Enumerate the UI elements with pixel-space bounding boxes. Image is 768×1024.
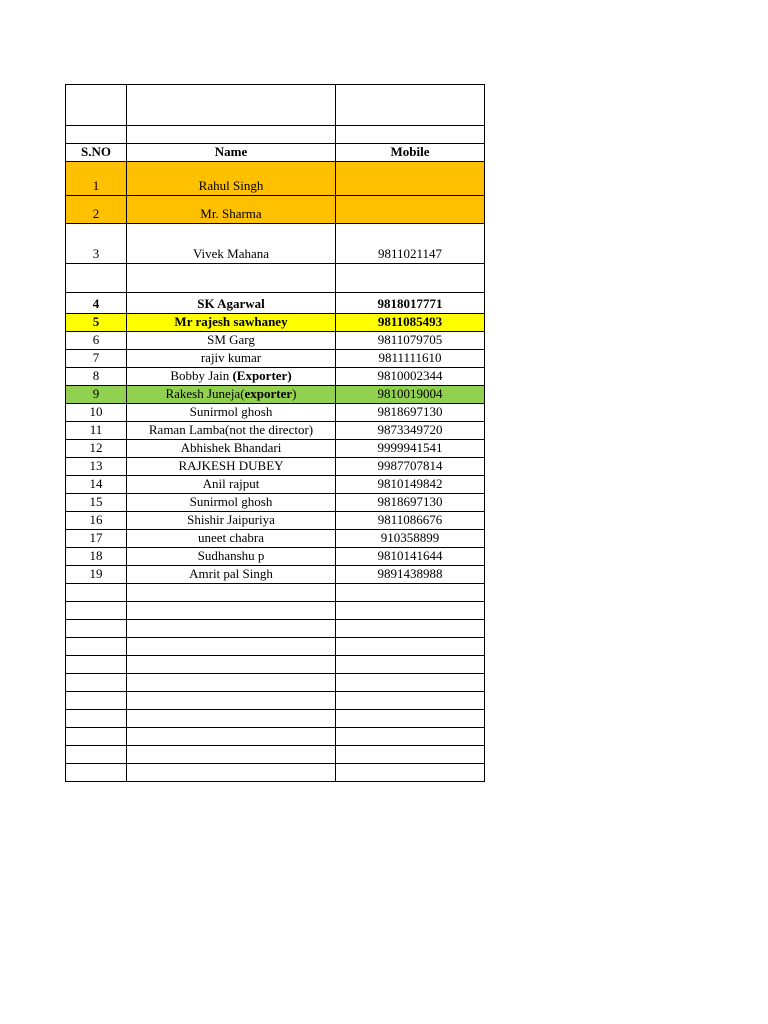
- cell-sno[interactable]: 4: [66, 293, 127, 314]
- cell[interactable]: [127, 638, 336, 656]
- table-row: [66, 440, 485, 458]
- cell[interactable]: [127, 126, 336, 144]
- cell-sno[interactable]: 7: [66, 350, 127, 368]
- table-row: [66, 314, 485, 332]
- cell[interactable]: [336, 85, 485, 126]
- table-row: [66, 548, 485, 566]
- cell[interactable]: [336, 126, 485, 144]
- cell-sno[interactable]: 11: [66, 422, 127, 440]
- table-row: [66, 368, 485, 386]
- header-mobile[interactable]: Mobile: [336, 144, 485, 162]
- table-row: [66, 458, 485, 476]
- cell[interactable]: [336, 710, 485, 728]
- empty-row: [66, 710, 485, 728]
- cell-sno[interactable]: 19: [66, 566, 127, 584]
- cell[interactable]: [336, 656, 485, 674]
- cell-sno[interactable]: 9: [66, 386, 127, 404]
- empty-row: [66, 602, 485, 620]
- cell-name[interactable]: Sudhanshu p: [127, 548, 336, 566]
- cell[interactable]: [127, 728, 336, 746]
- empty-row: [66, 692, 485, 710]
- cell-name[interactable]: Amrit pal Singh: [127, 566, 336, 584]
- empty-row: [66, 764, 485, 782]
- cell-mobile[interactable]: [336, 196, 485, 224]
- cell[interactable]: [66, 638, 127, 656]
- cell[interactable]: [66, 656, 127, 674]
- table-row: [66, 332, 485, 350]
- cell-mobile[interactable]: 9810149842: [336, 476, 485, 494]
- empty-row: [66, 656, 485, 674]
- cell-mobile[interactable]: 9818697130: [336, 494, 485, 512]
- cell-name[interactable]: [127, 368, 336, 386]
- cell-name[interactable]: Sunirmol ghosh: [127, 404, 336, 422]
- cell-mobile[interactable]: 9811079705: [336, 332, 485, 350]
- name-tag: (Exporter): [232, 368, 292, 383]
- cell-name[interactable]: Raman Lamba(not the director): [127, 422, 336, 440]
- name-end: ): [292, 386, 297, 401]
- cell-sno[interactable]: [66, 264, 127, 293]
- cell-sno[interactable]: 8: [66, 368, 127, 386]
- cell[interactable]: [336, 728, 485, 746]
- cell-sno[interactable]: 1: [66, 162, 127, 196]
- cell[interactable]: [127, 692, 336, 710]
- table-row: [66, 404, 485, 422]
- cell-sno[interactable]: 14: [66, 476, 127, 494]
- cell-mobile[interactable]: 9873349720: [336, 422, 485, 440]
- cell[interactable]: [336, 746, 485, 764]
- cell-name[interactable]: uneet chabra: [127, 530, 336, 548]
- cell-sno[interactable]: 6: [66, 332, 127, 350]
- table-row: [66, 494, 485, 512]
- cell-mobile[interactable]: 9810019004: [336, 386, 485, 404]
- contact-table: [65, 84, 485, 782]
- name-text: Bobby Jain: [170, 368, 233, 383]
- cell-mobile[interactable]: 9987707814: [336, 458, 485, 476]
- cell-sno[interactable]: 10: [66, 404, 127, 422]
- cell[interactable]: [66, 728, 127, 746]
- cell[interactable]: [336, 674, 485, 692]
- cell-sno[interactable]: 17: [66, 530, 127, 548]
- cell[interactable]: [66, 126, 127, 144]
- cell-sno[interactable]: 16: [66, 512, 127, 530]
- empty-row: [66, 638, 485, 656]
- cell[interactable]: [127, 602, 336, 620]
- table-row: [66, 162, 485, 196]
- header-name[interactable]: Name: [127, 144, 336, 162]
- cell-mobile[interactable]: [336, 264, 485, 293]
- cell-name[interactable]: rajiv kumar: [127, 350, 336, 368]
- cell[interactable]: [127, 710, 336, 728]
- cell-mobile[interactable]: 9810002344: [336, 368, 485, 386]
- cell-sno[interactable]: 15: [66, 494, 127, 512]
- name-tag: exporter: [244, 386, 293, 401]
- empty-row: [66, 584, 485, 602]
- cell[interactable]: [127, 584, 336, 602]
- cell-name[interactable]: Abhishek Bhandari: [127, 440, 336, 458]
- cell-name[interactable]: Rahul Singh: [127, 162, 336, 196]
- cell-name[interactable]: SK Agarwal: [127, 293, 336, 314]
- name-text: Rakesh Juneja(: [165, 386, 245, 401]
- cell-mobile[interactable]: 9811021147: [336, 224, 485, 264]
- empty-row: [66, 620, 485, 638]
- cell-sno[interactable]: 2: [66, 196, 127, 224]
- table-row: [66, 386, 485, 404]
- cell-mobile[interactable]: 910358899: [336, 530, 485, 548]
- cell[interactable]: [66, 584, 127, 602]
- cell-name[interactable]: Anil rajput: [127, 476, 336, 494]
- empty-row: [66, 85, 485, 126]
- cell-name[interactable]: Shishir Jaipuriya: [127, 512, 336, 530]
- table-row: [66, 530, 485, 548]
- table-row: [66, 476, 485, 494]
- table-row: [66, 224, 485, 264]
- cell[interactable]: [127, 620, 336, 638]
- cell[interactable]: [336, 620, 485, 638]
- table-row: [66, 566, 485, 584]
- cell[interactable]: [66, 764, 127, 782]
- cell[interactable]: [127, 764, 336, 782]
- empty-row: [66, 674, 485, 692]
- cell-sno[interactable]: 5: [66, 314, 127, 332]
- cell-mobile[interactable]: 9818017771: [336, 293, 485, 314]
- cell[interactable]: [66, 710, 127, 728]
- cell-sno[interactable]: 12: [66, 440, 127, 458]
- header-row: [66, 144, 485, 162]
- cell[interactable]: [66, 602, 127, 620]
- cell-name[interactable]: RAJKESH DUBEY: [127, 458, 336, 476]
- table-row: [66, 350, 485, 368]
- cell-name[interactable]: [127, 386, 336, 404]
- cell[interactable]: [127, 746, 336, 764]
- cell[interactable]: [66, 692, 127, 710]
- cell-sno[interactable]: 13: [66, 458, 127, 476]
- cell-mobile[interactable]: 9811111610: [336, 350, 485, 368]
- cell[interactable]: [336, 584, 485, 602]
- table-row: [66, 512, 485, 530]
- cell-mobile[interactable]: 9818697130: [336, 404, 485, 422]
- cell[interactable]: [66, 674, 127, 692]
- empty-row: [66, 746, 485, 764]
- cell[interactable]: [336, 764, 485, 782]
- cell-mobile[interactable]: 9891438988: [336, 566, 485, 584]
- cell-mobile[interactable]: 9810141644: [336, 548, 485, 566]
- empty-row: [66, 728, 485, 746]
- cell[interactable]: [336, 638, 485, 656]
- cell-sno[interactable]: 3: [66, 224, 127, 264]
- cell-name[interactable]: [127, 264, 336, 293]
- cell-name[interactable]: Vivek Mahana: [127, 224, 336, 264]
- cell-name[interactable]: Sunirmol ghosh: [127, 494, 336, 512]
- cell-sno[interactable]: 18: [66, 548, 127, 566]
- cell[interactable]: [336, 692, 485, 710]
- cell-name[interactable]: Mr. Sharma: [127, 196, 336, 224]
- table-row: [66, 422, 485, 440]
- cell[interactable]: [127, 85, 336, 126]
- cell-mobile[interactable]: [336, 162, 485, 196]
- table-row: [66, 264, 485, 293]
- cell-name[interactable]: Mr rajesh sawhaney: [127, 314, 336, 332]
- cell[interactable]: [66, 620, 127, 638]
- table-row: [66, 196, 485, 224]
- cell[interactable]: [127, 656, 336, 674]
- cell-mobile[interactable]: 9811085493: [336, 314, 485, 332]
- cell[interactable]: [66, 85, 127, 126]
- cell[interactable]: [336, 602, 485, 620]
- header-sno[interactable]: S.NO: [66, 144, 127, 162]
- cell-mobile[interactable]: 9999941541: [336, 440, 485, 458]
- cell-mobile[interactable]: 9811086676: [336, 512, 485, 530]
- table-row: [66, 293, 485, 314]
- cell-name[interactable]: SM Garg: [127, 332, 336, 350]
- cell[interactable]: [66, 746, 127, 764]
- empty-row: [66, 126, 485, 144]
- cell[interactable]: [127, 674, 336, 692]
